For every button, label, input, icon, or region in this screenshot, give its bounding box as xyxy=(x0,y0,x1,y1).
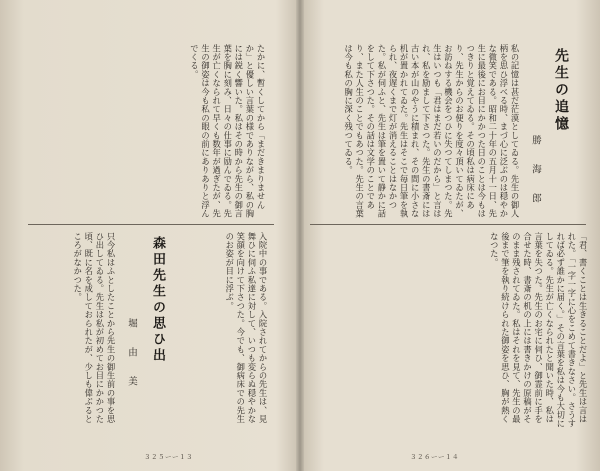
right-lower-text: 「君、書くことは生きることだよ」と先生は言はれた。「一字一字に心をこめて書きなさい。さうすれば必ず誰かに届く。」その言葉を私は今も大切にしてゐる。先生が亡くなられたと聞いた時、私は言葉を失つた。先生のお宅に伺ひ、御霊前に手を合せた時、書斎の机の上には書きかけの原稿がそのまま残されてゐた。私はそれを見て、先生の最後まで筆を執り続けられた御姿を思ひ、胸が熱くなつた。 xyxy=(489,232,588,428)
second-article-author: 堀 由 美 xyxy=(126,318,137,391)
right-page-number: ３２６ーー１４ xyxy=(410,453,459,461)
article-title: 先生の追憶 xyxy=(553,48,569,133)
second-article-title: 森田先生の思ひ出 xyxy=(150,236,165,364)
left-lower-left-text: 只今私はふとしたことから先生の御生前の事を思ひ出してゐる。先生は私が初めてお目にかかつた頃、既に名を成しておられたが、少しも偉ぶるところがなかつた。 xyxy=(72,232,116,424)
article-author: 勝 海 郎 xyxy=(530,135,541,208)
left-page-number: ３２５ーー１３ xyxy=(144,453,193,461)
right-upper-text: 私の記憶は甚だ茫漠としてゐる。先生の御人柄を思ひ浮べる時、まづ心に泛ぶのは穏やかな微笑である。昭和二十年の五月十一日、先生に最後にお目にかかつた日のことは今もはつきりと覚えてゐる。その頃私は病床にあり、先生からのお便りを度々頂いてゐたが、お訪ねする機会をつひに失つてしまつた。先生はいつも「君はまだ若いのだから」と言はれ、私を励まして下さつた。先生の書斎には古い本が山のやうに積まれ、その間に小さな机が置かれてゐた。先生はそこで毎日筆を執られ、夜遅くまで灯が消えることはなかつた。私が伺ふと、先生は筆を置いて静かに話をして下さつた。その話は文学のことであり、また人生のことでもあつた。先生の言葉は今も私の胸に深く残つてゐる。 xyxy=(343,44,520,218)
left-page xyxy=(0,0,298,471)
left-section-rule xyxy=(28,224,274,225)
left-upper-text: たかに、暫くしてから「まだきまりませんか」と優しい言葉の様でありながら、私の胸には鋭く響いた。私はその時から先生の御言葉を胸に刻み、日々の仕事に励んでゐる。先生が亡くなられて早くも数年が過ぎたが、先生の御姿は今も私の眼の前にありありと浮んでくる。 xyxy=(189,44,266,218)
right-section-rule xyxy=(310,224,586,225)
right-page xyxy=(302,0,600,471)
left-lower-right-text: 入院中の事である。入院されてからの先生は、見舞ひに伺ふ私達に対して、いつも変らぬ穏やかな笑顔を向けて下さつた。今でも、御病床での先生のお姿が目に浮ぶ。 xyxy=(224,232,268,424)
